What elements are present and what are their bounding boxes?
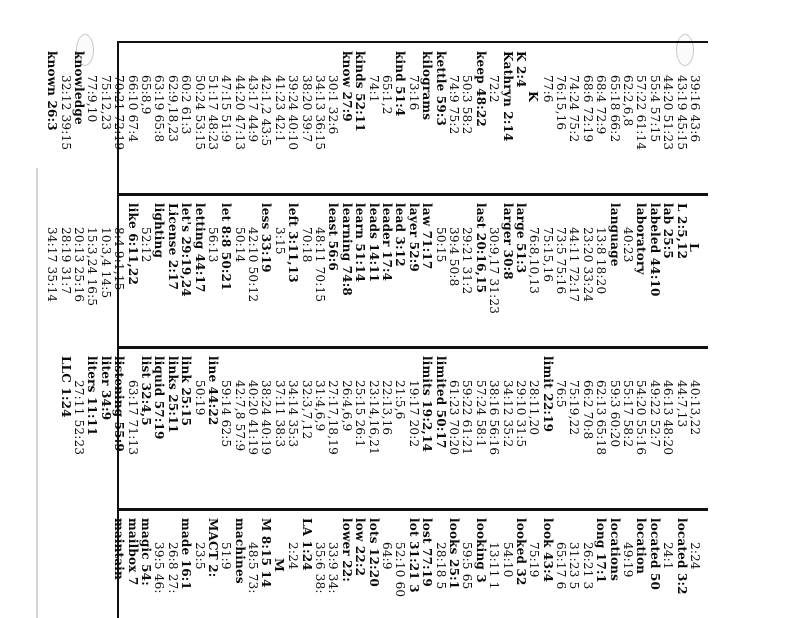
index-page-refs: 72:2	[487, 75, 502, 103]
index-entry: keep 48:22	[473, 51, 488, 127]
index-entry: made 16:1	[179, 518, 194, 590]
index-page-refs: 25:15 26:1	[353, 380, 368, 448]
index-page-refs: 48:5 73:	[246, 542, 261, 594]
index-entry: lost 77:19	[420, 518, 435, 587]
index-page-refs: 59:14 62:5	[219, 380, 234, 448]
index-page-refs: 50:19	[192, 380, 207, 416]
index-entry: leads 14:11	[366, 203, 381, 283]
index-entry: limit 22:19	[540, 356, 555, 433]
index-page-refs: 62:13 65:18	[594, 380, 609, 456]
index-entry: magic 54:	[138, 518, 153, 586]
page-edge-shadow	[36, 168, 38, 618]
index-entry: listening 55:9	[112, 356, 127, 452]
index-page-refs: 63:19 65:8	[152, 75, 167, 143]
index-subcolumn	[58, 350, 703, 508]
index-entry: larger 30:8	[500, 203, 515, 280]
index-page-refs: 24:1	[661, 542, 676, 570]
index-page-refs: 26:21 3	[580, 542, 595, 590]
index-page-refs: 27:11 52:23	[72, 380, 87, 456]
index-page-refs: 32:3,7,12	[299, 380, 314, 440]
index-page-refs: 56:13	[205, 227, 220, 263]
index-page-refs: 54:10	[500, 542, 515, 578]
index-page-refs: 34:14 35:3	[286, 380, 301, 448]
index-page-refs: 13:11 1	[487, 542, 502, 590]
index-page-refs: 2:24	[688, 542, 702, 570]
index-page-refs: 76:5	[554, 380, 569, 408]
index-column-lo-m	[112, 512, 703, 618]
index-page-refs: 76:15,16	[554, 75, 569, 131]
index-page-refs: 23:5	[192, 542, 207, 570]
index-entry: known 26:3	[45, 51, 60, 131]
index-entry: MACT 2:	[205, 518, 220, 578]
index-page-refs: 34:13 36:15	[313, 75, 328, 151]
index-entry: know 27:9	[339, 51, 354, 122]
index-page-refs: 76:8,10,13	[527, 227, 542, 295]
index-page-refs: 39:24 40:10	[286, 75, 301, 151]
index-entry: limits 19:2,14	[420, 356, 435, 453]
index-page-refs: 61:23 70:20	[446, 380, 461, 456]
index-page-refs: 13:8 18:20	[594, 227, 609, 295]
index-page-refs: 15:3,24 16:5	[85, 227, 100, 307]
index-page-refs: 68:4 72:9	[594, 75, 609, 135]
index-page-refs: 27:17,18,19	[326, 380, 341, 455]
index-page-refs: 39:4 50:8	[446, 227, 461, 287]
index-entry: located 3:2	[674, 518, 689, 595]
index-entry: lab 25:5	[661, 203, 676, 259]
index-page-refs: 59:22 61:21	[460, 380, 475, 456]
index-page-refs: 75:15,16	[540, 227, 555, 283]
index-entry: LA 1:24	[299, 518, 314, 571]
index-subcolumn	[112, 512, 703, 618]
index-page-refs: 74:1	[366, 75, 381, 103]
index-page-refs: 48:11 70:15	[313, 227, 328, 303]
index-entry: K 2:4	[513, 51, 528, 88]
index-entry: let's 29:19,24	[179, 203, 194, 297]
index-page-refs: 65:18 66:2	[607, 75, 622, 143]
index-entry: learning 74:8	[339, 203, 354, 296]
index-entry: liquid 57:19	[152, 356, 167, 440]
index-entry: labeled 44:10	[647, 203, 662, 297]
index-entry: lower 22:	[339, 518, 354, 582]
index-page-refs: 57:22 61:14	[634, 75, 649, 151]
index-entry: lighting	[152, 203, 167, 259]
index-entry: knowledge	[72, 51, 87, 125]
index-column-k	[45, 45, 703, 195]
index-page-refs: 41:23 42:1	[272, 75, 287, 143]
index-entry: law 71:17	[420, 203, 435, 270]
index-page-refs: 43:17 44:9	[246, 75, 261, 143]
index-entry: low 22:2	[353, 518, 368, 577]
index-page-refs: 37:11 38:3	[272, 380, 287, 448]
index-page-refs: 77:9,10	[85, 75, 100, 123]
index-entry: L 2:5,12	[674, 203, 689, 260]
index-page-refs: 31:4,6,9	[313, 380, 328, 432]
index-page-refs: 73:5 75:16	[554, 227, 569, 295]
index-page-refs: 40:23	[621, 227, 636, 263]
index-page-refs: 55:17 58:2	[621, 380, 636, 448]
index-page-refs: 38:16 56:16	[487, 380, 502, 456]
index-page-refs: 43:19 45:15	[674, 75, 689, 151]
index-page-refs: 33:9 34:	[326, 542, 341, 594]
index-subcolumn	[45, 45, 703, 195]
index-entry: limited 50:17	[433, 356, 448, 449]
index-page-refs: 2:24	[286, 542, 301, 570]
index-page-refs: 63:17 71:13	[125, 380, 140, 456]
index-page-refs: 44:11 72:17	[567, 227, 582, 303]
index-page-refs: 44:20 51:23	[661, 75, 676, 151]
column-divider-3	[118, 508, 708, 511]
index-entry: least 56:6	[326, 203, 341, 271]
index-page-refs: 29:10 31:5	[513, 380, 528, 448]
index-page-refs: 65:8,9	[138, 75, 153, 115]
index-page-refs: 51:17 48:23	[205, 75, 220, 151]
index-entry: location	[634, 518, 649, 575]
index-page-refs: 74:9 75:2	[446, 75, 461, 135]
index-entry: layer 52:9	[406, 203, 421, 272]
index-page-refs: 35:6 38:	[313, 542, 328, 594]
index-entry: like 6:11,22	[125, 203, 140, 285]
index-page-refs: 66:10 67:4	[125, 75, 140, 143]
index-entry: liters 11:11	[85, 356, 100, 436]
index-page-refs: 62:2,6,8	[621, 75, 636, 127]
index-entry: kilograms	[420, 51, 435, 121]
index-page-refs: 32:12 39:15	[58, 75, 73, 151]
index-subcolumn	[45, 197, 703, 347]
index-page-refs: 47:15 51:9	[219, 75, 234, 143]
index-page-refs: 77:6	[540, 75, 555, 103]
index-entry: left 3:11,13	[286, 203, 301, 283]
index-page-refs: 50:3 58:2	[460, 75, 475, 135]
index-letter-heading: K	[526, 91, 542, 103]
index-page-refs: 28:19 31:7	[58, 227, 73, 295]
index-entry: kinds 52:11	[353, 51, 368, 132]
index-page-refs: 70:21 72:19	[112, 75, 127, 151]
index-entry: line 44:22	[205, 356, 220, 426]
index-column-li	[58, 350, 703, 508]
index-page-refs: 10:3,4 14:5	[98, 227, 113, 299]
index-page-refs: 31:23 5	[567, 542, 582, 590]
index-page-refs: 42:10 50:12	[246, 227, 261, 303]
index-entry: learn 51:14	[353, 203, 368, 283]
index-entry: let 8:8 50:21	[219, 203, 234, 291]
index-entry: link 25:15	[179, 356, 194, 427]
index-page-refs: 8:4 9:1,15	[112, 227, 127, 291]
index-entry: mailbox 7	[125, 518, 140, 586]
index-page-refs: 70:18	[299, 227, 314, 263]
index-page-refs: 44:20 47:13	[232, 75, 247, 151]
index-entry: located 50	[647, 518, 662, 591]
index-page-refs: 65:1,2	[380, 75, 395, 115]
index-entry: License 2:17	[165, 203, 180, 291]
index-page-refs: 49:19	[621, 542, 636, 578]
index-entry: machines	[232, 518, 247, 584]
index-entry: less 33:19	[259, 203, 274, 273]
index-page-refs: 39:16 43:6	[688, 75, 702, 143]
index-entry: kettle 59:3	[433, 51, 448, 127]
index-page-refs: 40:20 41:19	[246, 380, 261, 456]
index-letter-heading: M	[271, 558, 287, 573]
index-page-refs: 29:21 31:2	[460, 227, 475, 295]
index-page-refs: 34:12 35:2	[500, 380, 515, 448]
index-page-refs: 46:13 48:20	[661, 380, 676, 456]
index-page-refs: 73:16	[406, 75, 421, 111]
index-entry: kind 51:4	[393, 51, 408, 117]
index-page-refs: 38:20 39:7	[299, 75, 314, 143]
index-page-refs: 52:10 60	[393, 542, 408, 598]
index-page-refs: 34:17 35:14	[45, 227, 60, 303]
index-page-refs: 59:5 65	[460, 542, 475, 590]
index-page-refs: 57:24 58:1	[473, 380, 488, 448]
index-entry: list 32:4,5	[138, 356, 153, 426]
index-page-refs: 3:15	[272, 227, 287, 255]
index-page-refs: 66:2 70:8	[580, 380, 595, 440]
index-page-refs: 44:7,13	[674, 380, 689, 428]
index-page-refs: 62:9,18,23	[165, 75, 180, 143]
index-page-refs: 75:19	[527, 542, 542, 578]
index-entry: liter 34:9	[98, 356, 113, 421]
index-page-refs: 42:1,2 43:5	[259, 75, 274, 147]
index-entry: maintain	[112, 518, 127, 580]
index-page-refs: 60:2 61:3	[179, 75, 194, 135]
index-page-refs: 75:12,23	[98, 75, 113, 131]
index-page-refs: 68:6 72:19	[580, 75, 595, 143]
index-entry: letting 44:17	[192, 203, 207, 293]
index-frame-top-rule	[118, 41, 708, 43]
index-page-refs: 55:4 57:15	[647, 75, 662, 143]
index-entry: looking 3	[473, 518, 488, 583]
index-page-refs: 50:24 53:15	[192, 75, 207, 151]
index-page-refs: 65:17 6	[554, 542, 569, 590]
index-page-refs: 40:13,22	[688, 380, 702, 436]
index-page-refs: 50:14	[232, 227, 247, 263]
index-entry: look 43:4	[540, 518, 555, 583]
index-page-refs: 39:5 46:	[152, 542, 167, 594]
index-page-refs: 22:13,16	[380, 380, 395, 436]
index-entry: leader 17:4	[380, 203, 395, 282]
index-entry: last 20:16,15	[473, 203, 488, 294]
index-page-refs: 21:5,6	[393, 380, 408, 420]
index-letter-heading: L	[687, 243, 702, 252]
index-page-refs: 52:12	[138, 227, 153, 263]
index-entry: looked 32	[513, 518, 528, 586]
index-column-l	[45, 197, 703, 347]
index-entry: language	[607, 203, 622, 267]
index-page-refs: 28:11,20	[527, 380, 542, 436]
index-page-refs: 23:14,16,21	[366, 380, 381, 455]
index-page-refs: 38:24 40:19	[259, 380, 274, 456]
index-entry: lots 12:20	[366, 518, 381, 587]
index-entry: links 25:11	[165, 356, 180, 434]
index-page-refs: 64:9	[380, 542, 395, 570]
index-page-refs: 54:20 55:16	[634, 380, 649, 456]
index-page-refs: 23:20 33:24	[580, 227, 595, 303]
index-page-refs: 26:4,6,9	[339, 380, 354, 432]
index-page-refs: 20:13 25:16	[72, 227, 87, 303]
index-entry: lead 3:12	[393, 203, 408, 267]
index-entry: LLC 1:24	[58, 356, 73, 418]
index-entry: laboratory	[634, 203, 649, 275]
index-page-refs: 26:8 27:	[165, 542, 180, 594]
index-page-refs: 19:17 20:2	[406, 380, 421, 448]
index-entry: long 17:1	[594, 518, 609, 584]
index-entry: locations	[607, 518, 622, 582]
index-page-refs: 42:7,8 57:9	[232, 380, 247, 452]
index-page-refs: 49:22 52:7	[647, 380, 662, 448]
index-entry: large 51:3	[513, 203, 528, 274]
index-page-refs: 59:3 60:20	[607, 380, 622, 448]
index-page-refs: 30:9,17 31:23	[487, 227, 502, 315]
index-entry: Kathryn 2:14	[500, 51, 515, 142]
index-page-refs: 28:18 5	[433, 542, 448, 590]
index-page-refs: 75:19,22	[567, 380, 582, 436]
index-page-refs: 51:9	[219, 542, 234, 570]
index-entry: M 8:15 14	[259, 518, 274, 588]
index-page-refs: 50:15	[433, 227, 448, 263]
index-page-refs: 74:24 75:2	[567, 75, 582, 143]
index-entry: lot 31:21 3	[406, 518, 421, 593]
index-entry: looks 25:1	[446, 518, 461, 590]
index-page-refs: 30:1 32:6	[326, 75, 341, 135]
